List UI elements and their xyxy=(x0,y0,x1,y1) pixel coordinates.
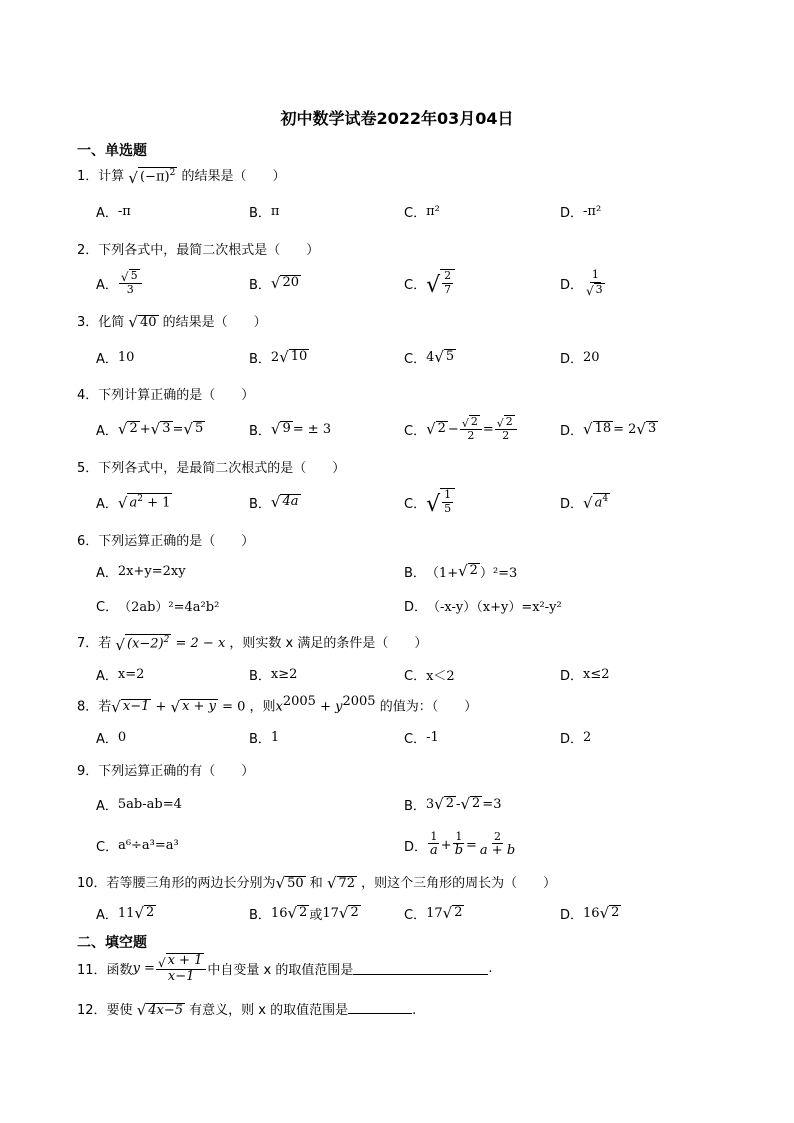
option-d[interactable]: D． √ 18 = 2 √ 3 xyxy=(560,419,657,439)
option-d[interactable]: D． $\frac{1}{a}$ + $\frac{1}{b}$ = $\frac{2}{a + b}$ xyxy=(404,829,516,859)
section-heading-single-choice: 一、单选题 xyxy=(77,143,147,159)
option-b[interactable]: B． 3 √ 2 - √ 2 =3 xyxy=(404,794,502,814)
question-8: 8．若 √ x−1 + √ x + y = 0 ，则$x^{2005} + y^{2005}$ 的值为：（ ） xyxy=(77,694,478,716)
option-c[interactable]: C． √ 2 − √ 2 2 = √ 2 2 xyxy=(404,414,518,444)
fraction: √ 5 3 xyxy=(119,269,142,296)
option-a[interactable]: A． √ $a^2 + 1$ xyxy=(96,493,171,513)
answer-blank[interactable] xyxy=(353,962,488,975)
option-a[interactable]: A． x=2 xyxy=(96,666,145,684)
question-10: 10．若等腰三角形的两边长分别为 √ 50 和 √ 72 ，则这个三角形的周长为（ ） xyxy=(77,874,557,893)
option-c[interactable]: C． 17 √ 2 xyxy=(404,903,463,923)
option-a[interactable]: A． √ 2 + √ 3 = √ 5 xyxy=(96,419,204,439)
option-c[interactable]: C． √ $\frac{2}{7}$ xyxy=(404,268,455,298)
question-4: 4．下列计算正确的是（ ） xyxy=(77,388,255,403)
answer-blank[interactable] xyxy=(348,1001,412,1014)
page-title: 初中数学试卷2022年03月04日 xyxy=(280,109,514,128)
option-b[interactable]: B． √ 9 = ± 3 xyxy=(249,419,332,439)
option-c[interactable]: C． √ $\frac{1}{5}$ xyxy=(404,487,455,517)
question-5-options xyxy=(96,487,736,517)
option-a[interactable]: A． 10 xyxy=(96,349,135,367)
option-a[interactable]: A． √ 5 3 xyxy=(96,268,143,298)
option-c[interactable]: C． （2ab）²=4a²b² xyxy=(96,599,220,615)
question-10-options xyxy=(96,898,736,928)
option-a[interactable]: A． 0 xyxy=(96,729,127,747)
option-a[interactable]: A． -π xyxy=(96,203,131,221)
option-d[interactable]: D． （-x-y）（x+y）=x²-y² xyxy=(404,599,562,615)
option-b[interactable]: B． 16 √ 2 或 17 √ 2 xyxy=(249,903,359,923)
option-b[interactable]: B． 2 √ 10 xyxy=(249,347,308,367)
question-7-options xyxy=(96,659,736,689)
question-2-options xyxy=(96,268,736,298)
question-9: 9．下列运算正确的有（ ） xyxy=(77,764,255,779)
option-d[interactable]: D． √ $a^4$ xyxy=(560,493,609,513)
option-c[interactable]: C． 4 √ 5 xyxy=(404,347,455,367)
option-b[interactable]: B． π xyxy=(249,203,280,221)
question-9-options-row1 xyxy=(96,789,736,819)
question-2: 2．下列各式中，最简二次根式是（ ） xyxy=(77,243,320,258)
option-d[interactable]: D． x≤2 xyxy=(560,666,610,684)
option-d[interactable]: D． -π² xyxy=(560,203,602,221)
question-12: 12．要使 √ 4x−5 有意义，则 x 的取值范围是 . xyxy=(77,1001,417,1020)
question-1-options xyxy=(96,196,736,226)
option-c[interactable]: C． π² xyxy=(404,203,440,221)
option-b[interactable]: B． √ 20 xyxy=(249,273,300,293)
option-b[interactable]: B． x≥2 xyxy=(249,666,298,684)
question-6-options-row1 xyxy=(96,556,736,586)
option-b[interactable]: B． √ 4a xyxy=(249,492,299,512)
option-a[interactable]: A． 2x+y=2xy xyxy=(96,563,186,581)
option-d[interactable]: D． 20 xyxy=(560,349,600,367)
option-b[interactable]: B． （1+ √ 2 ）²=3 xyxy=(404,561,518,581)
option-b[interactable]: B． 1 xyxy=(249,729,280,747)
question-6-options-row2 xyxy=(96,590,736,620)
option-d[interactable]: D． 16 √ 2 xyxy=(560,903,620,923)
question-3-options xyxy=(96,342,736,372)
option-d[interactable]: D． 1 √ 3 xyxy=(560,268,603,298)
option-a[interactable]: A． 5ab-ab=4 xyxy=(96,796,182,814)
option-c[interactable]: C． x＜2 xyxy=(404,668,455,684)
question-6: 6．下列运算正确的是（ ） xyxy=(77,534,255,549)
question-5: 5．下列各式中，是最简二次根式的是（ ） xyxy=(77,461,346,476)
option-a[interactable]: A． 11 √ 2 xyxy=(96,903,155,923)
question-7: 7．若 √ $(x-2)^2$ = 2 − x ，则实数 x 满足的条件是（ ） xyxy=(77,635,428,654)
option-c[interactable]: C． -1 xyxy=(404,729,439,747)
question-3: 3．化简 √ 40 的结果是（ ） xyxy=(77,313,267,332)
question-1: 1．计算 √ $(-\pi)^2$ 的结果是（ ） xyxy=(77,168,286,187)
question-9-options-row2 xyxy=(96,830,736,860)
section-heading-fill-in: 二、填空题 xyxy=(77,935,147,951)
question-4-options xyxy=(96,414,736,444)
question-11: 11． 函数 y = √ x + 1 x−1 中自变量 x 的取值范围是 . xyxy=(77,953,493,984)
option-c[interactable]: C． a⁶÷a³=a³ xyxy=(96,837,179,855)
radical: √ $(-\pi)^2$ xyxy=(128,168,176,187)
question-8-options xyxy=(96,722,736,752)
option-d[interactable]: D． 2 xyxy=(560,729,592,747)
